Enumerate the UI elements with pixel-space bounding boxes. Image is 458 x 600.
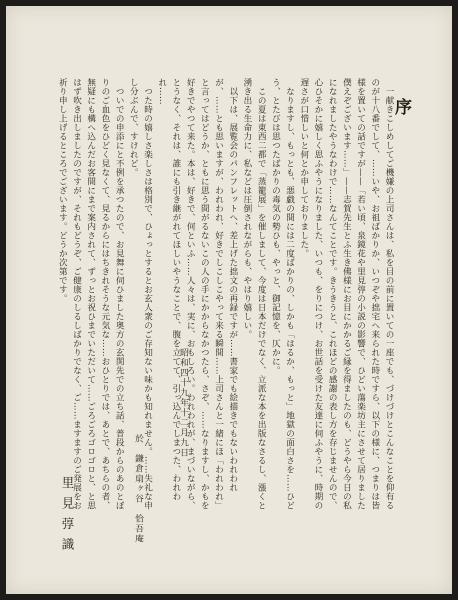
paragraph: 一献きこしめしてご機嫌の上司さんは、私を目の前に置いての一座でも、づけづけとこんなことを仰有るのが十八番でして、……いや、お祖ばかりか、いつぞや拙宅へ来られた時ですら、以下の様に、つまりは皆様を置いての話ですが——「若い頃、泉鏡花や里見弴の小説の影響で、ひどい蕩楽坊主にさせて居りました僕えぞございます……」——志賀先生とふ生き佛様にお目にかかるご縁を得ましたのも、どうやら今日の私になれましたやうなわけで……なんてことです。きうきうと、これほどの感謝の表し方を存じませんので、心ひそかに嬉しく思ふやうになりました、いつも、をりにつけ、お世話を受けた友達に伺ふやうに、時期の遅さが口惜しいと何とか申しておりました。 xyxy=(298,78,394,510)
signature-date: 昭和四十九年十二月九日 xyxy=(178,348,188,458)
signature-place: 於 鎌倉扇ヶ谷 恰吾庵 xyxy=(133,434,143,544)
paragraph: つた時の嬉しさ楽しさは格別で、ひょっとするとお玄人衆のご存知ない味かも知れません。……失礼な申し分ぶんで、すけれど。 xyxy=(128,78,153,510)
paragraph: 以下は、展覧会のパンフレットへ、差上げた拙文の再録ですが……書家でも絵描きでもないわれわれが、……とも思いますが、われわれ、好きでしこしこやって来る瞬間……上司さんと一緒にほ「われわれ」と言ってはどうか、ともに思う間がるないこの人の手にかからなかつたら、さぞ、……なりますし、かもを好きでやつて来た。本は、好きで、何といふ……人々は、実に、おもしろい。われわれが、まづいながら、とうなく、それは、誰にも引き継がれてほしいやうなことで、腹を立てて、引っ込んでしまつた、われわれ…… xyxy=(156,78,238,510)
signature-author: 里見弴識 xyxy=(60,476,75,558)
paragraph: この夏は東西二都で「蒸籠展」を催しまして、今度は日本だけでなく、立派な本を出版なさるし、漲くと湧き出る生命力に、私などは圧倒されながらも、やはり嬉しい。 xyxy=(241,78,267,510)
paragraph: なりますし、もっとも、悪戯の間には二度ばかりの、しかも「はるか、もっと」地獄の面白さを……ひどう、とたびは思つたばかりの毒気の勢ひも、やっと、御記憶を、仄かに。 xyxy=(270,78,295,510)
document-page xyxy=(6,6,452,594)
paragraph: ついでの申添にと不例を承つたので、お見舞に伺ひました奥方の玄関先での立ち話、普段からのあのとぼりのご血色をひどく見なくて、見るからにはちきれそうな元気な……おひとりでは、あとで、あちらの者、無疑にも構へ込んだお客間にまで案内されて、ずっとお祝ひまでいただいて……ごろごろゴロゴロと、と思はず吹き出しましたのですが、それもどうぞ、ご健康のしるしばかりでなく、ご……ますますのご発展をお祈り申し上げるところでございます。どうか次第です。 xyxy=(57,78,125,510)
page-title: 序 xyxy=(391,98,411,115)
